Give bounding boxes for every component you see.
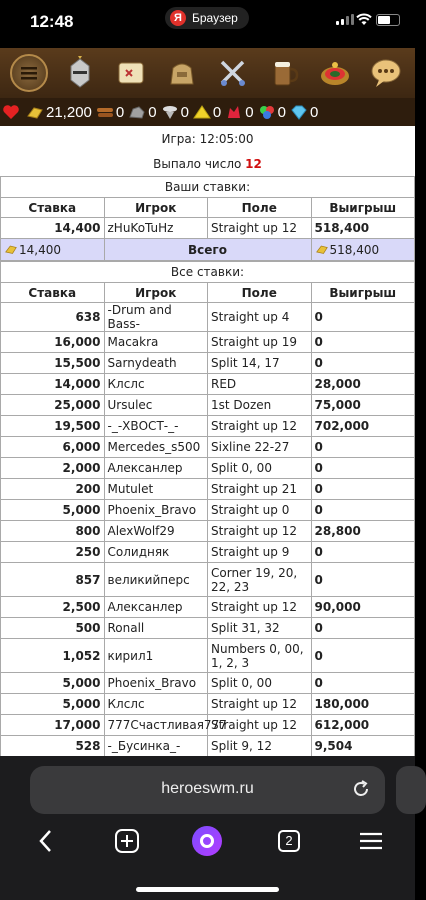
game-time: Игра: 12:05:00 (161, 132, 254, 146)
win-amount: 0 (311, 458, 415, 479)
bet-amount: 250 (1, 542, 105, 563)
bet-amount: 800 (1, 521, 105, 542)
win-amount: 0 (311, 618, 415, 639)
win-amount: 0 (311, 542, 415, 563)
back-icon[interactable] (36, 828, 56, 854)
player-name[interactable]: Macakra (104, 332, 208, 353)
bet-field: Split 31, 32 (208, 618, 312, 639)
table-row (1, 694, 415, 715)
gold-icon (4, 243, 18, 255)
player-name[interactable]: Ronall (104, 618, 208, 639)
table-row (1, 597, 415, 618)
roulette-results-page (0, 126, 415, 756)
bet-field: Straight up 12 (208, 715, 312, 736)
bet-field: RED (208, 374, 312, 395)
table-row (1, 542, 415, 563)
player-name[interactable]: Солидняк (104, 542, 208, 563)
bet-amount: 14,000 (1, 374, 105, 395)
bet-amount: 15,500 (1, 353, 105, 374)
crystals-amount: 0 (245, 103, 254, 121)
win-amount: 0 (311, 303, 415, 332)
knight-helmet-icon[interactable] (61, 54, 99, 92)
player-name[interactable]: Phoenix_Bravo (104, 500, 208, 521)
gold-icon (26, 104, 44, 120)
bet-field: Straight up 0 (208, 500, 312, 521)
browser-toolbar (0, 824, 415, 860)
header-win: Выигрыш (311, 198, 415, 218)
player-name[interactable]: -_Бусинка_- (104, 736, 208, 757)
dropped-number-line (0, 152, 415, 176)
header-bet: Ставка (1, 283, 105, 303)
player-name[interactable]: Sarnydeath (104, 353, 208, 374)
chat-bubble-icon[interactable] (367, 54, 405, 92)
your-bet-row (1, 218, 415, 239)
bet-field: Straight up 12 (208, 597, 312, 618)
gems-amount: 0 (277, 103, 286, 121)
total-win-cell (311, 239, 415, 261)
total-win: 518,400 (329, 242, 380, 257)
bet-amount: 14,400 (1, 218, 105, 239)
resource-mercury (161, 104, 189, 121)
total-bet: 14,400 (19, 242, 61, 257)
bet-field: Straight up 12 (208, 694, 312, 715)
bet-amount: 638 (1, 303, 105, 332)
bet-amount: 25,000 (1, 395, 105, 416)
table-row (1, 353, 415, 374)
win-amount: 180,000 (311, 694, 415, 715)
bet-field: Straight up 4 (208, 303, 312, 332)
resource-gems (258, 104, 286, 121)
table-row (1, 736, 415, 757)
tavern-mug-icon[interactable] (265, 54, 303, 92)
bet-field: Straight up 12 (208, 416, 312, 437)
resource-diamonds (290, 104, 318, 121)
bet-field: Sixline 22-27 (208, 437, 312, 458)
player-name[interactable]: Mercedes_s500 (104, 437, 208, 458)
all-bets-rows (1, 303, 415, 778)
bet-amount: 500 (1, 618, 105, 639)
player-name[interactable]: -_-ХВОСТ-_- (104, 416, 208, 437)
player-name[interactable]: 777Счастливая777 (104, 715, 208, 736)
bet-amount: 5,000 (1, 673, 105, 694)
player-name[interactable]: великийперс (104, 563, 208, 597)
total-label: Всего (104, 239, 311, 261)
menu-icon[interactable] (358, 828, 384, 854)
table-row (1, 332, 415, 353)
table-row (1, 618, 415, 639)
win-amount: 90,000 (311, 597, 415, 618)
table-row (1, 521, 415, 542)
home-indicator (136, 887, 279, 892)
bet-amount: 1,052 (1, 639, 105, 673)
bet-field: Split 14, 17 (208, 353, 312, 374)
wood-icon (96, 104, 114, 120)
diamonds-amount: 0 (309, 103, 319, 121)
player-name[interactable]: Клслс (104, 374, 208, 395)
roulette-icon[interactable] (316, 54, 354, 92)
bet-amount: 2,000 (1, 458, 105, 479)
table-row (1, 500, 415, 521)
bet-field: 1st Dozen (208, 395, 312, 416)
all-bets-table (0, 261, 415, 778)
bet-field: Numbers 0, 00, 1, 2, 3 (208, 639, 312, 673)
your-bets-table (0, 176, 415, 261)
resource-ore (128, 104, 156, 121)
bet-amount: 857 (1, 563, 105, 597)
signal-icon (336, 14, 354, 25)
status-bar (0, 0, 415, 48)
reload-icon[interactable] (351, 779, 371, 799)
header-player: Игрок (104, 198, 208, 218)
dropped-number: 12 (245, 157, 262, 171)
table-row (1, 715, 415, 736)
win-amount: 0 (311, 500, 415, 521)
scroll-map-icon[interactable] (112, 54, 150, 92)
header-win: Выигрыш (311, 283, 415, 303)
win-amount: 0 (311, 353, 415, 374)
header-field: Поле (208, 198, 312, 218)
bet-amount: 5,000 (1, 694, 105, 715)
player-name[interactable]: Phoenix_Bravo (104, 673, 208, 694)
menu-icon[interactable] (10, 54, 48, 92)
resource-wood (96, 104, 124, 121)
bet-amount: 2,500 (1, 597, 105, 618)
win-amount: 0 (311, 479, 415, 500)
bet-field: Straight up 19 (208, 332, 312, 353)
player-name[interactable]: Ursulec (104, 395, 208, 416)
win-amount: 0 (311, 332, 415, 353)
resource-gold (26, 104, 92, 121)
crossed-swords-icon[interactable] (214, 54, 252, 92)
mercury-icon (161, 104, 179, 120)
header-bet: Ставка (1, 198, 105, 218)
player-name[interactable]: кирил1 (104, 639, 208, 673)
health-indicator[interactable] (2, 104, 22, 120)
url-text[interactable]: heroeswm.ru (161, 780, 254, 797)
bet-field: Split 0, 00 (208, 458, 312, 479)
bet-field: Straight up 9 (208, 542, 312, 563)
win-amount: 0 (311, 673, 415, 694)
bet-field: Straight up 21 (208, 479, 312, 500)
crystal-icon (225, 104, 243, 120)
ore-icon (128, 104, 146, 120)
header-field: Поле (208, 283, 312, 303)
new-tab-icon[interactable] (114, 828, 140, 854)
win-amount: 612,000 (311, 715, 415, 736)
mercury-amount: 0 (180, 103, 189, 121)
resource-crystals (225, 104, 253, 121)
ore-amount: 0 (148, 103, 157, 121)
win-amount: 702,000 (311, 416, 415, 437)
game-nav-bar (0, 48, 415, 98)
gold-icon (315, 243, 329, 255)
clock: 12:48 (30, 12, 74, 31)
table-row (1, 673, 415, 694)
total-bet-cell (1, 239, 105, 261)
all-bets-header (1, 283, 415, 303)
tab-counter[interactable]: 2 (278, 830, 300, 852)
gem-icon (258, 104, 276, 120)
bet-amount: 528 (1, 736, 105, 757)
player-name[interactable]: Клслс (104, 694, 208, 715)
header-player: Игрок (104, 283, 208, 303)
bet-field: Straight up 12 (208, 218, 312, 239)
browser-pill-label: Браузер (192, 11, 238, 25)
bet-field: Straight up 12 (208, 521, 312, 542)
win-amount: 75,000 (311, 395, 415, 416)
win-amount: 28,000 (311, 374, 415, 395)
dropped-label: Выпало число (153, 157, 242, 171)
browser-bottom-bar (0, 756, 415, 900)
table-row (1, 458, 415, 479)
bet-amount: 17,000 (1, 715, 105, 736)
bet-field: Split 0, 00 (208, 673, 312, 694)
table-row (1, 437, 415, 458)
resource-sulfur (193, 104, 221, 121)
sulfur-icon (193, 104, 211, 120)
your-bets-total-row (1, 239, 415, 261)
gold-amount: 21,200 (46, 103, 92, 121)
bag-icon[interactable] (163, 54, 201, 92)
your-bets-title: Ваши ставки: (1, 177, 415, 198)
player-name[interactable]: Алексанлер (104, 597, 208, 618)
bet-field: Split 9, 12 (208, 736, 312, 757)
player-name[interactable]: zHuKoTuHz (104, 218, 208, 239)
diamond-icon (290, 104, 308, 120)
table-row (1, 563, 415, 597)
win-amount: 9,504 (311, 736, 415, 757)
win-amount: 0 (311, 639, 415, 673)
wifi-icon (356, 13, 372, 26)
win-amount: 28,800 (311, 521, 415, 542)
win-amount: 518,400 (311, 218, 415, 239)
table-row (1, 479, 415, 500)
yandex-icon: Я (170, 10, 186, 26)
bet-amount: 19,500 (1, 416, 105, 437)
bet-field: Corner 19, 20, 22, 23 (208, 563, 312, 597)
wood-amount: 0 (115, 103, 125, 121)
bet-amount: 5,000 (1, 500, 105, 521)
your-bets-header (1, 198, 415, 218)
win-amount: 0 (311, 563, 415, 597)
bet-amount: 16,000 (1, 332, 105, 353)
table-row (1, 303, 415, 332)
table-row (1, 639, 415, 673)
table-row (1, 374, 415, 395)
all-bets-title: Все ставки: (1, 262, 415, 283)
address-bar[interactable] (30, 766, 385, 814)
table-row (1, 416, 415, 437)
table-row (1, 395, 415, 416)
bet-amount: 200 (1, 479, 105, 500)
next-tab-peek[interactable] (396, 766, 426, 814)
player-name[interactable]: Mutulet (104, 479, 208, 500)
win-amount: 0 (311, 437, 415, 458)
game-info (0, 126, 415, 176)
resources-bar (0, 98, 415, 126)
sulfur-amount: 0 (212, 103, 222, 121)
player-name[interactable]: -Drum and Bass- (104, 303, 208, 332)
player-name[interactable]: Алексанлер (104, 458, 208, 479)
bet-amount: 6,000 (1, 437, 105, 458)
battery-icon (376, 14, 400, 26)
browser-pill[interactable] (165, 7, 249, 29)
heart-icon (2, 104, 20, 120)
player-name[interactable]: AlexWolf29 (104, 521, 208, 542)
alice-assistant-icon[interactable] (192, 826, 222, 856)
